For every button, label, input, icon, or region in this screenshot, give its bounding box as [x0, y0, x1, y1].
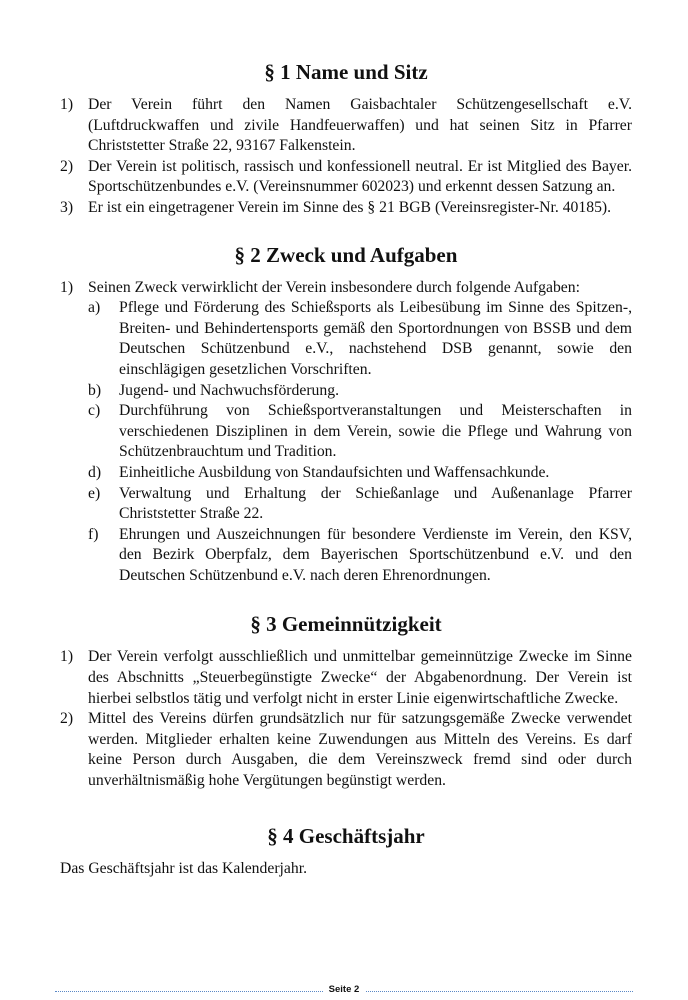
list-item-text: Der Verein verfolgt ausschließlich und unmittelbar gemeinnützige Zwecke im Sinne des Abschnitts „Steuerbegünstigte Zwecke“ der Abgabenordnung. Der Verein ist hierbei selbstlos tätig und verfolgt nicht in erster Linie eigenwirtschaftliche Zwecke.: [88, 648, 632, 707]
section-heading: § 3 Gemeinnützigkeit: [250, 612, 442, 637]
list-marker: 1): [60, 96, 74, 113]
list-marker: 1): [60, 278, 74, 296]
sublist-item: [88, 298, 632, 380]
sublist-item: [88, 401, 632, 463]
page-content: [60, 58, 632, 879]
list-item: [60, 95, 632, 157]
paragraph-text: Das Geschäftsjahr ist das Kalenderjahr.: [60, 859, 307, 877]
sublist-marker: c): [88, 402, 101, 420]
sublist-item: [88, 525, 632, 587]
sublist-item-text: Pflege und Förderung des Schießsports als Leibesübung im Sinne des Spitzen-, Breiten- und Behindertensports gemäß den Sportordnungen von BSSB und dem Deutschen Schützenbund e.V., nachstehend DSB genannt, sowie den einschlägigen gesetzlichen Vorschriften.: [119, 299, 632, 378]
list-item-text: Mittel des Vereins dürfen grundsätzlich nur für satzungsgemäße Zwecke verwendet werden. Mitglieder erhalten keine Zuwendungen aus Mitteln des Vereins. Es darf keine Person durch Ausgaben, die dem Vereinszweck fremd sind oder durch unverhältnismäßig hohe Vergütungen begünstigt werden.: [88, 710, 632, 790]
list-item: [60, 278, 632, 587]
list-item: [60, 709, 632, 791]
list-item-text: Der Verein führt den Namen Gaisbachtaler Schützengesellschaft e.V. (Luftdruckwaffen und zivile Handfeuerwaffen) und hat seinen Sitz in Pfarrer Christstetter Straße 22, 93167 Falkenstein.: [88, 96, 632, 155]
sublist-item-text: Durchführung von Schießsportveranstaltungen und Meisterschaften in verschiedenen Disziplinen in dem Verein, sowie die Pflege und Wahrung von Schützenbrauchtum und Tradition.: [119, 402, 632, 461]
page-footer: [0, 984, 688, 995]
sublist-marker: f): [88, 525, 99, 543]
section-gemeinnuetzigkeit: [60, 610, 632, 791]
list-item: [60, 198, 632, 219]
section-heading: § 2 Zweck und Aufgaben: [234, 242, 458, 267]
list-marker: 3): [60, 198, 74, 216]
list-item: [60, 157, 632, 198]
section-heading: § 4 Geschäftsjahr: [267, 823, 425, 848]
section-heading: § 1 Name und Sitz: [264, 60, 428, 84]
lettered-sublist: [88, 298, 632, 586]
sublist-item-text: Verwaltung und Erhaltung der Schießanlage und Außenanlage Pfarrer Christstetter Straße 22.: [119, 484, 632, 523]
sublist-item: [88, 463, 632, 484]
section-geschaeftsjahr: [60, 822, 632, 880]
sublist-item: [88, 381, 632, 402]
section-name-und-sitz: [60, 58, 632, 219]
sublist-item-text: Ehrungen und Auszeichnungen für besondere Verdienste im Verein, den KSV, den Bezirk Oberpfalz, dem Bayerischen Sportschützenbund e.V. und den Deutschen Schützenbund e.V. nach deren Ehrenordnungen.: [119, 525, 632, 584]
list-marker: 1): [60, 648, 74, 666]
sublist-marker: a): [88, 299, 101, 317]
numbered-list: [60, 647, 632, 791]
list-item-text: Seinen Zweck verwirklicht der Verein insbesondere durch folgende Aufgaben:: [88, 278, 580, 296]
list-item-text: Der Verein ist politisch, rassisch und konfessionell neutral. Er ist Mitglied des Bayer. Sportschützenbundes e.V. (Vereinsnummer 602023) und erkennt dessen Satzung an.: [88, 157, 632, 196]
sublist-marker: e): [88, 484, 101, 502]
list-marker: 2): [60, 710, 74, 728]
sublist-item: [88, 484, 632, 525]
section-zweck-und-aufgaben: [60, 241, 632, 587]
sublist-item-text: Jugend- und Nachwuchsförderung.: [119, 381, 340, 399]
numbered-list: [60, 278, 632, 587]
sublist-item-text: Einheitliche Ausbildung von Standaufsichten und Waffensachkunde.: [119, 463, 550, 481]
page-number: Seite 2: [323, 984, 366, 995]
sublist-marker: b): [88, 381, 102, 399]
sublist-marker: d): [88, 463, 102, 481]
list-item-text: Er ist ein eingetragener Verein im Sinne des § 21 BGB (Vereinsregister-Nr. 40185).: [88, 198, 612, 216]
numbered-list: [60, 95, 632, 219]
list-item: [60, 647, 632, 709]
list-marker: 2): [60, 157, 74, 175]
